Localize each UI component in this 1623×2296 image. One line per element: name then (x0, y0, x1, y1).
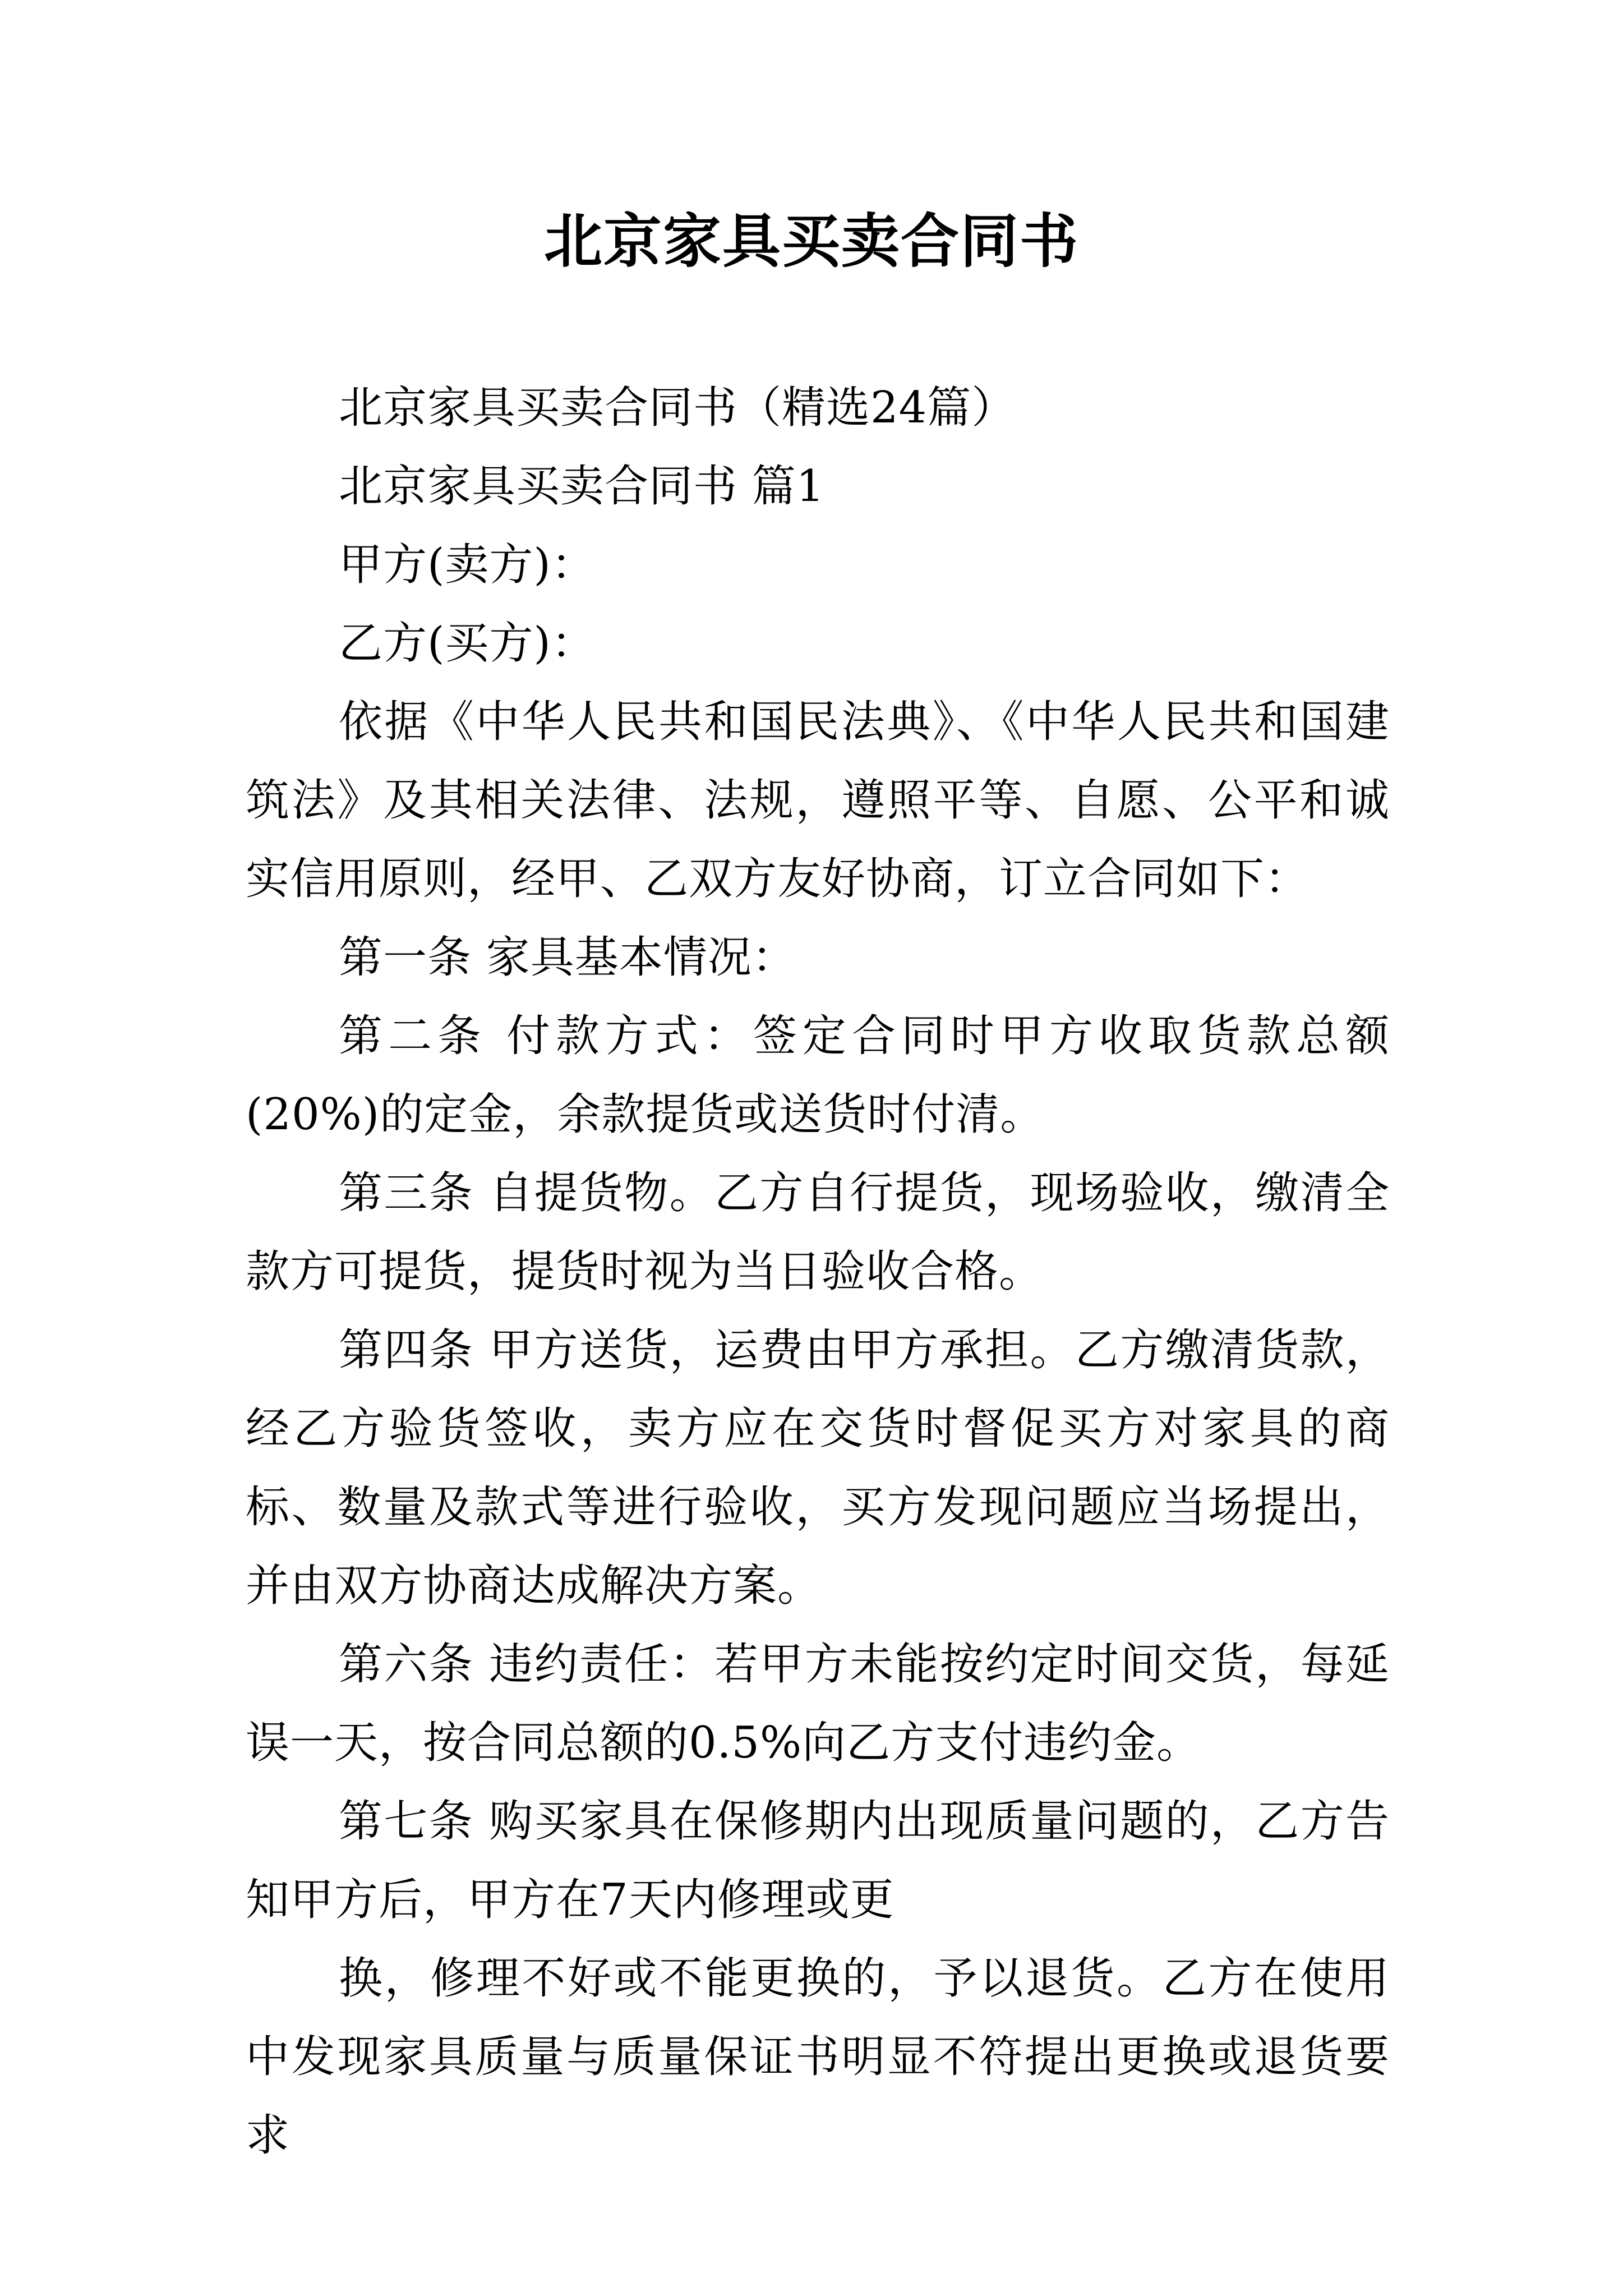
clause-1: 第一条 家具基本情况： (339, 932, 796, 983)
article-heading: 北京家具买卖合同书 篇1 (339, 461, 825, 512)
clause-6: 第六条 违约责任：若甲方未能按约定时间交货，每延误一天，按合同总额的0.5%向乙方支付违约金。 (246, 1639, 1390, 1768)
clause-3: 第三条 自提货物。乙方自行提货，现场验收，缴清全款方可提货，提货时视为当日验收合格。 (246, 1168, 1390, 1297)
legal-basis-paragraph: 依据《中华人民共和国民法典》、《中华人民共和国建筑法》及其相关法律、法规，遵照平等、自愿、公平和诚实信用原则，经甲、乙双方友好协商，订立合同如下： (246, 697, 1390, 904)
clause-4: 第四条 甲方送货，运费由甲方承担。乙方缴清货款，经乙方验货签收，卖方应在交货时督促买方对家具的商标、数量及款式等进行验收，买方发现问题应当场提出，并由双方协商达成解决方案。 (246, 1325, 1390, 1611)
collection-heading: 北京家具买卖合同书（精选24篇） (339, 383, 1016, 433)
clause-7: 第七条 购买家具在保修期内出现质量问题的，乙方告知甲方后，甲方在7天内修理或更 (246, 1796, 1390, 1925)
party-b-line: 乙方(买方)： (339, 618, 596, 669)
party-a-line: 甲方(卖方)： (339, 540, 596, 590)
document-body (246, 369, 1390, 2175)
clause-7-continued: 换，修理不好或不能更换的，予以退货。乙方在使用中发现家具质量与质量保证书明显不符提出更换或退货要求 (246, 1953, 1390, 2161)
clause-2: 第二条 付款方式：签定合同时甲方收取货款总额(20%)的定金，余款提货或送货时付清。 (246, 1011, 1390, 1140)
document-title: 北京家具买卖合同书 (543, 206, 1079, 275)
